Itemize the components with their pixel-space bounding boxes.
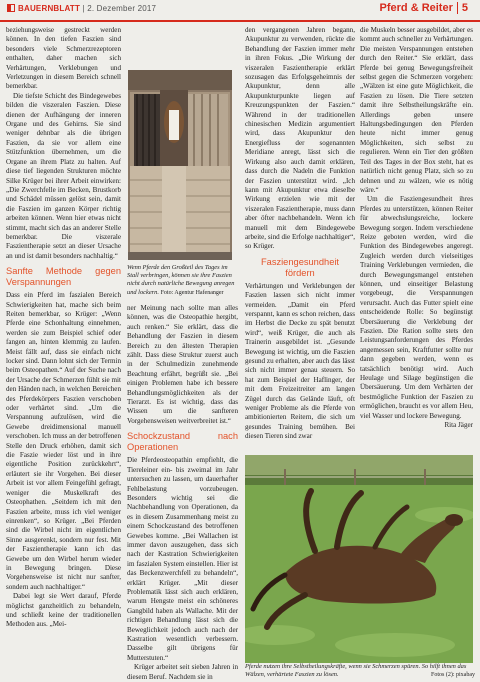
paragraph: Verhärtungen und Verklebungen der Faszien lassen sich nicht immer vermeiden. „Damit ein Pferd verspannt, kann es schon reichen, dass im Herbst die Decke zu spät benutzt wird“, weiß Krüger, die auch als Trainerin ausgebildet ist. „Gesunde Bewegung ist wichtig, um die Faszien gesund zu erhalten, aber auch das lässt sich nicht immer genau steuern. So hat zum Beispiel der Haflinger, der mit dem Freizeitreiter am langen Zügel durch das Gelände läuft, oft weniger Probleme als die Pferde von ambitionierten Reitern, die sich um gesundes Training bemühen. Bei diesen Tieren sind zwar xyxy=(245,281,355,441)
article-column-1 xyxy=(6,26,121,630)
paragraph: Um die Fasziengesundheit ihres Pferdes zu unterstützen, können Reiter für abwechslungsreiche, lockere Bewegung sorgen. Indem verschiedene Reize geboten werden, wird die Funktion des Bindegewebes angeregt. Zugleich werden durch vielseitiges Training Verklebungen vermieden, die durch Bewegungsmangel entstehen können, und einseitiger Belastung vorgebeugt, die Verspannungen verursacht. Auch das Futter spielt eine entscheidende Rolle: So begünstigt Übersäuerung die Verklebung der Faszien. Die Ration sollte stets den Leistungsanforderungen des Pferdes angemessen sein, Kraftfutter sollte nur dann gegeben werden, wenn es tatsächlich benötigt wird. Auch Heulage und Silage begünstigen die Übersäuerung. Um dem Verhärten der bestmögliche Funktion der Faszien zu ermöglichen, braucht es vor allem Heu, viel Wasser und lockere Bewegung. xyxy=(360,195,473,420)
page-number: 5 xyxy=(457,2,468,14)
article-column-4 xyxy=(360,26,473,430)
paragraph: Dass ein Pferd im faszialen Bereich Schwierigkeiten hat, mache sich beim Reiten bemerkbar, so Krüger: „Wenn Pferde eine Schonhaltung einnehmen, werden sie zum Beispiel schief oder fangen an, hinten klemmig zu laufen. Meist fällt auf, dass sie einfach nicht locker sind. Dann lohnt sich der Termin beim Osteopathen.“ Auf der Suche nach der Ursache der Schmerzen fühlt sie mit den Händen nach, in welchen Bereichen des Pferdekörpers Faszien verschoben oder verhärtet sind. „Um die Verspannung aufzulösen, wird die Gewebe dreidimensional manuell verschoben. Ich muss an der betroffenen Stelle den Druck erhöhen, damit sich die Faszie wieder löst und in ihre eigentliche Position zurückkehrt“, erläutert sie ihr Vorgehen. Bei dieser Arbeit ist vor allem Feingefühl gefragt, weniger die Muskelkraft des Osteophathen. „Seitdem ich mit den Faszien arbeite, muss ich viel weniger einrenken“, so Krüger. „Bei Pferden sind die Wirbel nicht im eigentlichen Sinne ausgerenkt, sondern nur fest. Mit der Faszientherapie kann ich das Gewebe um den Wirbel herum wieder in Bewegung bringen. Diese Vorgehensweise ist nicht nur sanfter, sondern auch nachhaltiger.“ xyxy=(6,291,121,591)
paragraph: den vergangenen Jahren begann, Akupunktur zu verwenden, rückte die Behandlung der Faszien immer mehr in ihren Fokus. „Die Wirkung der viszeralen Faszientherapie erklärt sozusagen das Erfolgsgeheimnis der Akupunktur, denn alle Akupunkturpunkte liegen auf Kreuzungspunkten der Faszien.“ Während in der traditionellen chinesischen Medizin argumentiert wird, dass Akupunktur den Energiefluss der sogenannten Meridiane anregt, lässt sich die Wirkung also auch damit erklären, dass durch die Nadeln die Funktion der Faszien unterstützt wird. „Ich kann mit Akupunktur etwa dieselbe Wirkung erzielen wie mit der viszeralen Faszientherapie, muss dann aber öfter nachbehandeln. Wenn ich manuell mit dem Bindegewebe arbeite, sind die Erfolge nachhaltiger“, so Krüger. xyxy=(245,26,355,251)
publication-name: BAUERNBLATT xyxy=(18,4,81,13)
photo-horse-in-stable xyxy=(128,70,232,260)
paragraph: Die Pferdeosteopathin empfiehlt, die Tiereleiner ein- bis zweimal im Jahr untersuchen zu lassen, um dauerhafter Fehlbelastung vorzubeugen. Besonders wichtig sei die Nachbehandlung von Operationen, da es in diesem Zusammenhang meist zu einem Schockzustand des betroffenen Gewebes komme. „Bei Wallachen ist immer davon auszugehen, dass sich nach der Kastration Schwierigkeiten im faszialen System einstellen. Hier ist das Beckenzwerchfell zu behandeln“, erklärt Krüger. „Mit dieser Problematik lässt sich auch erklären, warum Hengste meist ein schöneres Gangbild haben als Wallache. Mit der richtigen Behandlung lässt sich die Beweglichkeit jedoch auch nach der Kastration wesentlich verbessern. Dasselbe gilt übrigens für Mutterstuten.“ xyxy=(127,456,238,662)
article-column-3 xyxy=(245,26,355,442)
section-label xyxy=(380,2,468,14)
paragraph: beziehungsweise gestreckt werden können. In den tiefen Faszien sind besonders viele Schmerzrezeptoren enthalten, daher machen sich Verhärtungen, Verklebungen und Verletzungen in diesem Bereich schnell bemerkbar. xyxy=(6,26,121,91)
subheading-sanfte-methode: Sanfte Methode gegen Verspannungen xyxy=(6,266,121,288)
page-header xyxy=(0,0,480,22)
paragraph: die Muskeln besser ausgebildet, aber es kommt auch schneller zu Verhärtungen. Die meisten Verspannungen entstehen durch den Reiter.“ Sie erklärt, dass Pferde bei genug Bewegungsfreiheit selbst gegen die Schmerzen vorgehen: „Wälzen ist eine gute Möglichkeit, die Faszien zu lösen. Die Tiere setzten damit ihre Selbstheilungskräfte ein. Allerdings geben unsere Haltungsbedingungen den Pferden heute nicht immer genug Möglichkeiten, sich selbst zu regulieren. Wenn ein Tier den größten Teil des Tages in der Box steht, hat es natürlich nicht genug Platz, sich so zu dehnen und zu wälzen, wie es nötig wäre.“ xyxy=(360,26,473,194)
paragraph: ner Meinung nach sollte man alles können, was die Osteopathie hergibt, auch renken.“ Sie erklärt, dass die Behandlung der Faszien in diesem Bereich zu den ältesten Therapien zählt. Dass diese Struktur zuerst auch in der Schulmedizin zunehmende Beachtung erfährt, begrüßt sie. „Bei einigen Problemen habe ich bessere Behandlungsmöglichkeiten als der Tierarzt. Es ist wichtig, dass das Wissen um die sanfteren Vorgehensweisen weitverbreitet ist.“ xyxy=(127,304,238,425)
rolling-horse-image-graphic xyxy=(245,455,473,663)
article-column-2 xyxy=(127,304,238,682)
paragraph: Krüger arbeitet seit sieben Jahren in diesem Beruf. Nachdem sie in xyxy=(127,663,238,681)
publication-masthead: BAUERNBLATT | 2. Dezember 2017 xyxy=(7,4,156,13)
paragraph: Die tiefste Schicht des Bindegewebes bilden die viszeralen Faszien. Diese dienen der Aufhängung der inneren Organe und des Gehirns. Sie sind weniger dehnbar als die übrigen Faszien, da sie vor allem eine Stützfunktion übernehmen, um die Organe an ihrem Platz zu halten. Auf diese tief liegenden Strukturen möchte Silke Krüger bei ihrer Arbeit einwirken: „Die Zwerchfelle im Becken, Brustkorb und Schädel müssen gelöst sein, damit die Faszien im ganzen Körper richtig arbeiten können. Wenn hier etwas nicht stimmt, macht sich das an anderer Stelle bemerkbar. Die viszerale Faszientherapie setzt an dieser Ursache an und ist damit besonders nachhaltig.“ xyxy=(6,91,121,260)
masthead-logo-icon xyxy=(7,4,15,12)
photo-caption-rolling: Pferde nutzen ihre Selbstheilungskräfte, wenn sie Schmerzen spüren. So hilft ihnen das Wälzen, verhärtete Faszien zu lösen. Fotos (2): pixabay xyxy=(245,663,475,679)
photo-caption-stable: Wenn Pferde den Großteil des Tages im Stall verbringen, können sie ihre Faszien nicht durch natürliche Bewegung anregen und lockern. Foto: Agentur Hafenanger xyxy=(127,264,235,296)
header-rule xyxy=(0,20,480,22)
paragraph: Dabei legt sie Wert darauf, Pferde möglichst ganzheitlich zu behandeln, und schließt keine der traditionellen Methoden aus. „Mei- xyxy=(6,592,121,629)
photo-credit: Fotos (2): pixabay xyxy=(431,672,475,679)
photo-horse-rolling xyxy=(245,455,473,663)
subheading-schockzustand: Schockzustand nach Operationen xyxy=(127,431,238,453)
section-title: Pferd & Reiter xyxy=(379,2,453,14)
photo-credit: Foto: Agentur Hafenanger xyxy=(160,289,224,296)
author-signature: Rita Jäger xyxy=(444,421,473,430)
issue-date: 2. Dezember 2017 xyxy=(87,4,157,13)
stable-image-graphic xyxy=(128,70,232,260)
subheading-fasziengesundheit: Fasziengesundheit fördern xyxy=(260,256,340,278)
